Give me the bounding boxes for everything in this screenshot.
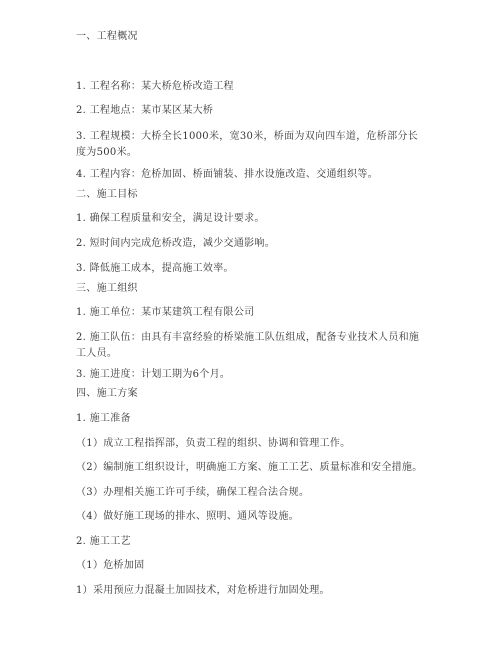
preparation-item-2: （2）编制施工组织设计，明确施工方案、施工工艺、质量标准和安全措施。	[76, 462, 423, 473]
section-heading-overview: 一、工程概况	[76, 31, 138, 42]
section-heading-organization: 三、施工组织	[76, 283, 138, 294]
goal-item-cost: 3. 降低施工成本，提高施工效率。	[76, 263, 234, 274]
plan-subheading-process: 2. 施工工艺	[76, 536, 131, 547]
organization-item-team: 2. 施工队伍：由具有丰富经验的桥梁施工队伍组成，配备专业技术人员和施工人员。	[76, 332, 420, 359]
process-subheading-reinforce: （1）危桥加固	[76, 560, 145, 571]
organization-item-unit: 1. 施工单位：某市某建筑工程有限公司	[76, 307, 255, 318]
plan-subheading-preparation: 1. 施工准备	[76, 413, 131, 424]
preparation-item-4: （4）做好施工现场的排水、照明、通风等设施。	[76, 511, 299, 522]
overview-item-name: 1. 工程名称：某大桥危桥改造工程	[76, 81, 234, 92]
overview-item-location: 2. 工程地点：某市某区某大桥	[76, 105, 214, 116]
overview-item-scale: 3. 工程规模：大桥全长1000米，宽30米，桥面为双向四车道，危桥部分长度为500米。	[76, 131, 418, 158]
section-heading-goals: 二、施工目标	[76, 189, 138, 200]
overview-item-content: 4. 工程内容：危桥加固、桥面铺装、排水设施改造、交通组织等。	[76, 169, 379, 180]
goal-item-quality: 1. 确保工程质量和安全，满足设计要求。	[76, 213, 265, 224]
goal-item-schedule: 2. 短时间内完成危桥改造，减少交通影响。	[76, 238, 276, 249]
section-heading-plan: 四、施工方案	[76, 388, 138, 399]
organization-item-progress: 3. 施工进度：计划工期为6个月。	[76, 369, 231, 380]
preparation-item-1: （1）成立工程指挥部，负责工程的组织、协调和管理工作。	[76, 438, 351, 449]
preparation-item-3: （3）办理相关施工许可手续，确保工程合法合规。	[76, 487, 310, 498]
reinforce-item-1: 1）采用预应力混凝土加固技术，对危桥进行加固处理。	[76, 585, 330, 596]
